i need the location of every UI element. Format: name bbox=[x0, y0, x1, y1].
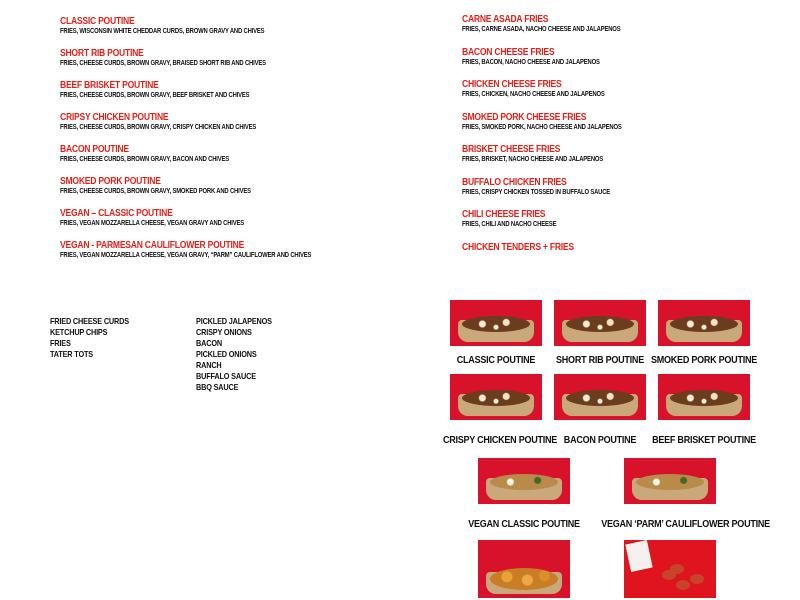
vegan-classic-poutine-photo bbox=[478, 458, 570, 504]
menu-item-name: SHORT RIB POUTINE bbox=[60, 48, 144, 59]
menu-item-description: FRIES, SMOKED PORK, NACHO CHEESE AND JALAPENOS bbox=[462, 123, 622, 131]
menu-item-description: FRIES, CHICKEN, NACHO CHEESE AND JALAPENOS bbox=[462, 91, 605, 98]
menu-item bbox=[60, 48, 420, 68]
menu-item-name: BUFFALO CHICKEN FRIES bbox=[462, 176, 567, 188]
menu-item-description: FRIES, BACON, NACHO CHEESE AND JALAPENOS bbox=[462, 58, 600, 66]
menu-item-name: CARNE ASADA FRIES bbox=[462, 14, 549, 25]
menu-item bbox=[60, 240, 420, 260]
photo-caption: BEEF BRISKET POUTINE bbox=[652, 434, 756, 446]
menu-item bbox=[60, 208, 420, 228]
poutine-menu-column bbox=[60, 16, 420, 272]
photo-caption: SHORT RIB POUTINE bbox=[556, 354, 644, 366]
topping-item: BBQ SAUCE bbox=[196, 382, 239, 392]
menu-item bbox=[462, 209, 792, 229]
side-item: TATER TOTS bbox=[50, 349, 93, 359]
photo-caption: SMOKED PORK POUTINE bbox=[651, 354, 757, 366]
menu-item bbox=[60, 16, 420, 36]
fried-cheese-curds-photo bbox=[478, 540, 570, 598]
menu-item-name: CLASSIC POUTINE bbox=[60, 16, 135, 27]
menu-item-name: BEEF BRISKET POUTINE bbox=[60, 80, 159, 91]
menu-item-description: FRIES, CHEESE CURDS, BROWN GRAVY, SMOKED PORK AND CHIVES bbox=[60, 188, 251, 195]
menu-item bbox=[60, 144, 420, 164]
menu-item-name: CRIPSY CHICKEN POUTINE bbox=[60, 112, 169, 123]
menu-item bbox=[462, 177, 792, 197]
topping-item: PICKLED ONIONS bbox=[196, 349, 257, 359]
photo-caption: VEGAN ‘PARM’ CAULIFLOWER POUTINE bbox=[601, 518, 770, 530]
toppings-list bbox=[196, 316, 336, 393]
menu-item-description: FRIES, CHEESE CURDS, BROWN GRAVY, BRAISED SHORT RIB AND CHIVES bbox=[60, 60, 266, 67]
photo-caption: CLASSIC POUTINE bbox=[456, 354, 536, 366]
ketchup-chips-photo bbox=[624, 540, 716, 598]
menu-item-description: FRIES, BRISKET, NACHO CHEESE AND JALAPENOS bbox=[462, 156, 604, 163]
menu-item-name: CHICKEN TENDERS + FRIES bbox=[462, 241, 574, 253]
menu-item bbox=[60, 112, 420, 132]
menu-item-description: FRIES, CHEESE CURDS, BROWN GRAVY, BACON AND CHIVES bbox=[60, 156, 229, 163]
side-item: KETCHUP CHIPS bbox=[50, 327, 108, 337]
side-item: FRIED CHEESE CURDS bbox=[50, 316, 129, 326]
short-rib-poutine-photo bbox=[554, 300, 646, 346]
sides-list bbox=[50, 316, 190, 360]
topping-item: CRISPY ONIONS bbox=[196, 327, 252, 337]
topping-item: BUFFALO SAUCE bbox=[196, 371, 256, 381]
chip-bag-icon bbox=[625, 540, 652, 572]
menu-item bbox=[60, 176, 420, 196]
menu-item-description: FRIES, VEGAN MOZZARELLA CHEESE, VEGAN GRAVY AND CHIVES bbox=[60, 220, 245, 227]
topping-item: BACON bbox=[196, 338, 222, 348]
menu-item-name: VEGAN - PARMESAN CAULIFLOWER POUTINE bbox=[60, 240, 245, 251]
menu-item-name: CHICKEN CHEESE FRIES bbox=[462, 79, 562, 90]
menu-item-description: FRIES, CHEESE CURDS, BROWN GRAVY, BEEF BRISKET AND CHIVES bbox=[60, 92, 250, 99]
menu-item bbox=[462, 112, 792, 132]
smoked-pork-poutine-photo bbox=[658, 300, 750, 346]
menu-item-description: FRIES, CHEESE CURDS, BROWN GRAVY, CRISPY CHICKEN AND CHIVES bbox=[60, 124, 257, 131]
beef-brisket-poutine-photo bbox=[658, 374, 750, 420]
bacon-poutine-photo bbox=[554, 374, 646, 420]
side-item: FRIES bbox=[50, 338, 71, 348]
menu-item-name: BACON CHEESE FRIES bbox=[462, 46, 555, 58]
crispy-chicken-poutine-photo bbox=[450, 374, 542, 420]
photo-caption: BACON POUTINE bbox=[563, 434, 637, 446]
menu-item-name: CHILI CHEESE FRIES bbox=[462, 209, 546, 220]
vegan-parm-cauliflower-poutine-photo bbox=[624, 458, 716, 504]
menu-item-name: BACON POUTINE bbox=[60, 144, 129, 155]
topping-item: RANCH bbox=[196, 360, 222, 370]
menu-item bbox=[462, 242, 792, 253]
menu-item-description: FRIES, CHILI AND NACHO CHEESE bbox=[462, 221, 557, 228]
classic-poutine-photo bbox=[450, 300, 542, 346]
photo-caption: VEGAN CLASSIC POUTINE bbox=[468, 518, 580, 530]
menu-item-name: SMOKED PORK POUTINE bbox=[60, 176, 161, 187]
menu-item-name: BRISKET CHEESE FRIES bbox=[462, 144, 561, 155]
menu-item bbox=[60, 80, 420, 100]
menu-item bbox=[462, 79, 792, 99]
menu-item-name: SMOKED PORK CHEESE FRIES bbox=[462, 111, 587, 123]
photo-caption: CRISPY CHICKEN POUTINE bbox=[442, 434, 558, 446]
menu-item bbox=[462, 14, 792, 34]
menu-item bbox=[462, 144, 792, 164]
menu-item-description: FRIES, CRISPY CHICKEN TOSSED IN BUFFALO SAUCE bbox=[462, 188, 611, 196]
menu-item bbox=[462, 47, 792, 67]
menu-item-name: VEGAN – CLASSIC POUTINE bbox=[60, 208, 173, 219]
menu-item-description: FRIES, WISCONSIN WHITE CHEDDAR CURDS, BROWN GRAVY AND CHIVES bbox=[60, 28, 265, 35]
menu-item-description: FRIES, CARNE ASADA, NACHO CHEESE AND JALAPENOS bbox=[462, 26, 621, 33]
menu-item-description: FRIES, VEGAN MOZZARELLA CHEESE, VEGAN GRAVY, “PARM” CAULIFLOWER AND CHIVES bbox=[60, 252, 312, 259]
topping-item: PICKLED JALAPENOS bbox=[196, 316, 272, 326]
fries-menu-column bbox=[462, 14, 792, 265]
